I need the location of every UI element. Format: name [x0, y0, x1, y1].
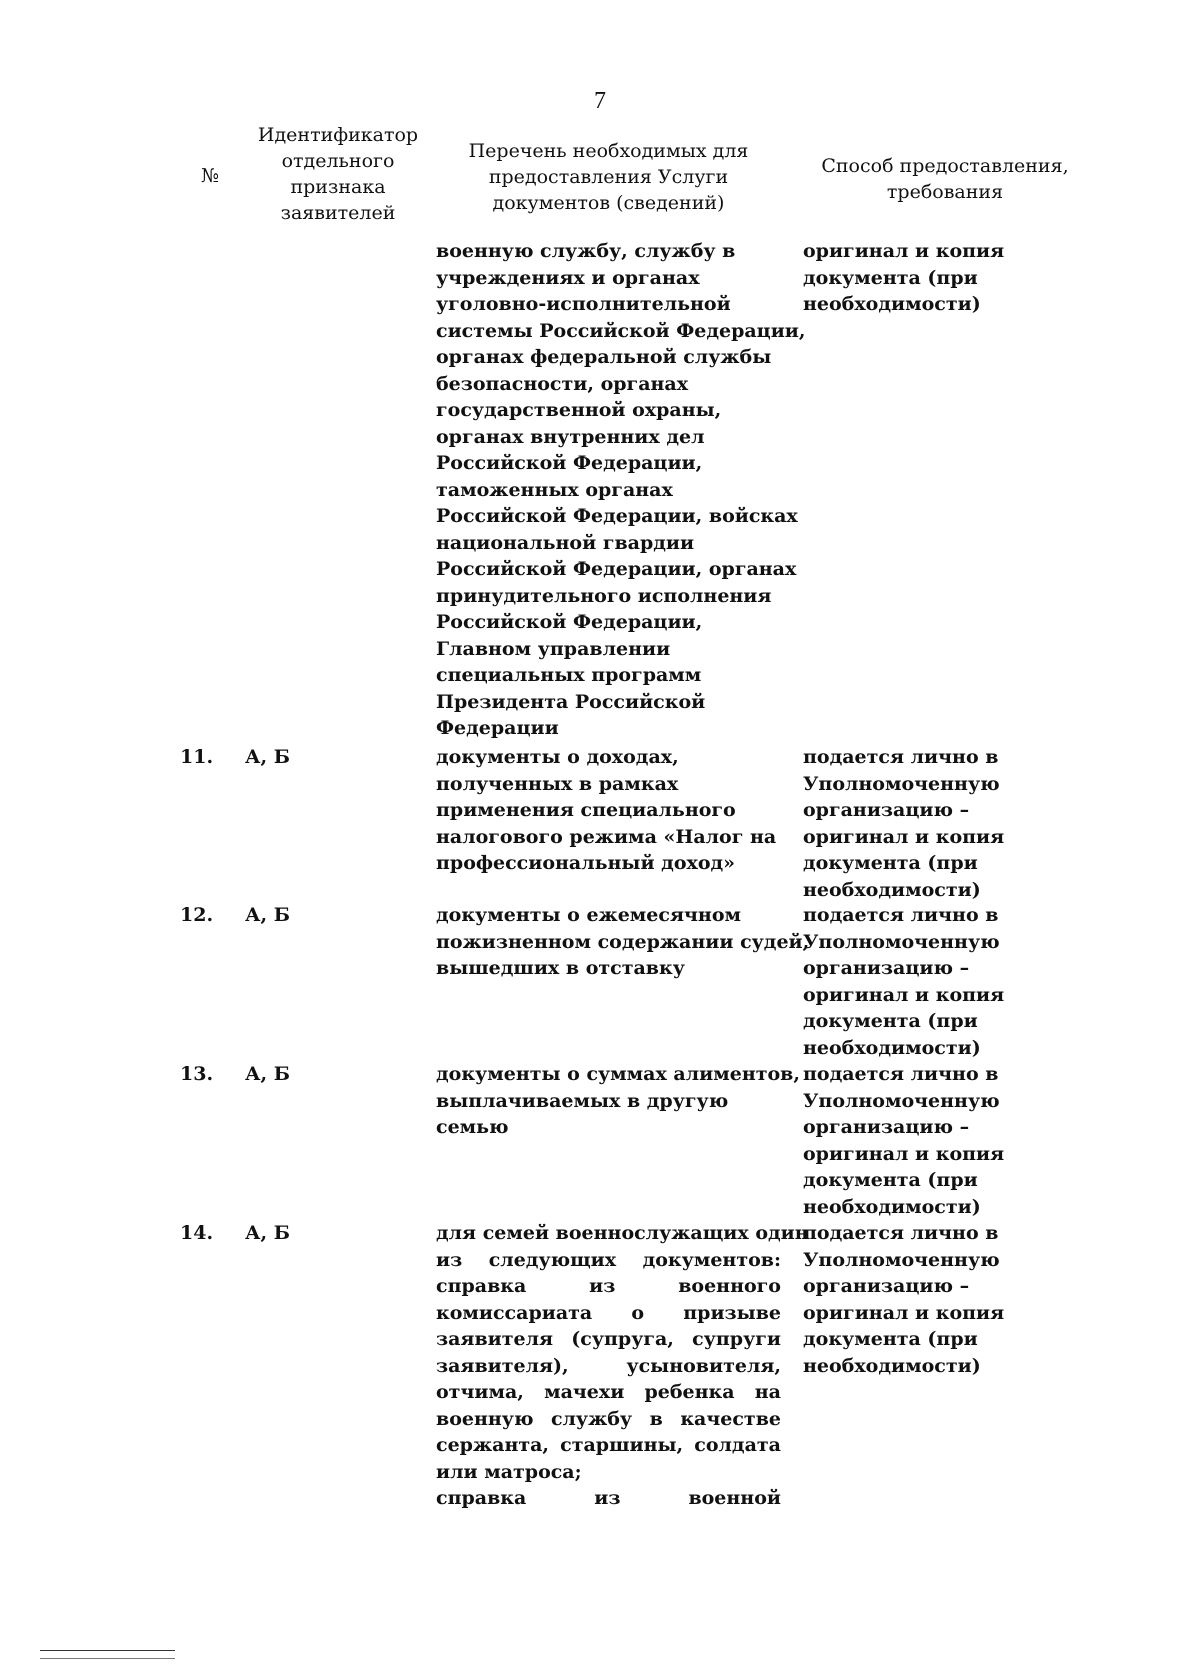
word: справка [436, 1487, 527, 1509]
doc-line [436, 1432, 781, 1459]
doc-line [436, 1273, 781, 1300]
row-documents-cell [436, 1061, 800, 1141]
doc-line: учреждениях и органах [436, 266, 700, 289]
doc-line: специальных программ [436, 664, 702, 686]
method-line: необходимости) [803, 1354, 981, 1377]
doc-line: Российской Федерации, войсках [436, 505, 798, 527]
doc-line: принудительного исполнения [436, 584, 772, 607]
word: мачехи [544, 1381, 625, 1403]
method-line: подается лично в [803, 746, 999, 768]
doc-line: военную службу, службу в [436, 240, 736, 262]
doc-line: Российской Федерации, органах [436, 558, 797, 580]
header-line: предоставления Услуги [488, 166, 729, 188]
doc-line: системы Российской Федерации, [436, 319, 806, 342]
doc-line: Российской Федерации, [436, 611, 703, 633]
doc-line: семью [436, 1116, 509, 1138]
row-number: 13. [180, 1063, 214, 1085]
word: солдата [694, 1434, 781, 1456]
row-identifier: А, Б [245, 904, 290, 926]
doc-line: уголовно-исполнительной [436, 293, 731, 315]
word: в [649, 1407, 663, 1430]
doc-line: документы о ежемесячном [436, 904, 741, 926]
doc-line: налогового режима «Налог на [436, 825, 777, 848]
method-line: оригинал и копия [803, 1142, 1005, 1165]
word: военной [688, 1487, 781, 1509]
doc-line: полученных в рамках [436, 772, 679, 795]
doc-line: безопасности, органах [436, 372, 689, 395]
method-line: Уполномоченную [803, 1248, 1000, 1271]
doc-line: документы о доходах, [436, 746, 679, 768]
row-method-cell [803, 902, 1093, 1061]
doc-line: Российской Федерации, [436, 452, 703, 474]
doc-line: пожизненном содержании судей, [436, 930, 810, 953]
doc-line [436, 1353, 781, 1380]
word: военную [436, 1407, 534, 1430]
word: отчима, [436, 1381, 524, 1403]
header-method-column [790, 153, 1100, 205]
header-number-column: № [201, 165, 219, 187]
doc-line [436, 1300, 781, 1327]
header-line: требования [886, 181, 1004, 203]
doc-line [436, 1326, 781, 1353]
method-line: оригинал и копия [803, 825, 1005, 848]
doc-line: Федерации [436, 717, 559, 739]
method-line: оригинал и копия [803, 1301, 1005, 1324]
method-line: оригинал и копия [803, 240, 1005, 262]
doc-line: профессиональный доход» [436, 852, 736, 874]
word: старшины, [560, 1434, 684, 1456]
method-line: документа (при [803, 1328, 978, 1350]
doc-line [436, 1379, 781, 1406]
row-method-cell [803, 744, 1093, 903]
doc-line: применения специального [436, 799, 736, 821]
row-number: 12. [180, 904, 214, 926]
method-line: организацию – [803, 1116, 970, 1138]
word: комиссариата [436, 1301, 593, 1324]
header-line: признака [290, 176, 386, 198]
method-line: оригинал и копия [803, 983, 1005, 1006]
doc-line [436, 1247, 781, 1274]
continuation-documents-cell [436, 238, 806, 742]
row-documents-cell [436, 744, 781, 877]
row-number: 14. [180, 1222, 214, 1244]
method-line: необходимости) [803, 1195, 981, 1218]
header-line: Способ предоставления, [821, 155, 1069, 177]
row-method-cell [803, 1061, 1093, 1220]
word: из [436, 1248, 463, 1271]
footer-rule [40, 1658, 175, 1659]
word: службу [550, 1407, 633, 1430]
doc-line: таможенных органах [436, 478, 673, 501]
word: заявителя [436, 1328, 554, 1350]
doc-line: или матроса; [436, 1460, 582, 1483]
method-line: необходимости) [803, 878, 981, 901]
word: на [754, 1381, 781, 1403]
word: заявителя), [436, 1354, 569, 1377]
method-line: Уполномоченную [803, 930, 1000, 953]
row-method-cell [803, 1220, 1093, 1379]
word: (супруга, [571, 1328, 674, 1350]
doc-line: вышедших в отставку [436, 957, 685, 979]
row-documents-cell [436, 902, 810, 982]
word: из [594, 1487, 621, 1509]
doc-line [436, 1406, 781, 1433]
doc-line: органах внутренних дел [436, 425, 705, 448]
continuation-method-cell [803, 238, 1093, 318]
method-line: Уполномоченную [803, 772, 1000, 795]
doc-line: органах федеральной службы [436, 346, 772, 368]
method-line: документа (при [803, 1010, 978, 1032]
header-documents-column [436, 138, 781, 216]
word: сержанта, [436, 1434, 550, 1456]
header-line: документов (сведений) [492, 192, 725, 214]
method-line: документа (при [803, 852, 978, 874]
row-number: 11. [180, 746, 214, 768]
word: о [631, 1301, 645, 1324]
word: ребенка [644, 1381, 735, 1403]
header-line: Идентификатор [257, 124, 419, 146]
word: усыновителя, [626, 1354, 781, 1377]
word: из [589, 1275, 616, 1297]
doc-line: выплачиваемых в другую [436, 1089, 729, 1112]
doc-line: Президента Российской [436, 690, 706, 713]
method-line: необходимости) [803, 1036, 981, 1059]
word: справка [436, 1275, 527, 1297]
doc-line: документы о суммах алиментов, [436, 1063, 800, 1085]
doc-line: государственной охраны, [436, 399, 722, 421]
word: документов: [642, 1248, 781, 1271]
doc-line: Главном управлении [436, 637, 671, 660]
method-line: организацию – [803, 1275, 970, 1297]
header-line: заявителей [280, 202, 396, 224]
doc-line [436, 1485, 781, 1512]
method-line: документа (при [803, 1169, 978, 1191]
method-line: подается лично в [803, 1222, 999, 1244]
row-identifier: А, Б [245, 1063, 290, 1085]
header-line: Перечень необходимых для [468, 140, 749, 162]
method-line: организацию – [803, 799, 970, 821]
doc-line: национальной гвардии [436, 531, 695, 554]
method-line: необходимости) [803, 293, 981, 315]
method-line: Уполномоченную [803, 1089, 1000, 1112]
header-line: отдельного [281, 150, 395, 172]
header-identifier-column [238, 122, 438, 226]
footer-rule [40, 1650, 175, 1651]
word: следующих [488, 1248, 617, 1271]
row-documents-cell [436, 1220, 809, 1512]
word: военного [678, 1275, 781, 1297]
word: призыве [683, 1301, 781, 1324]
method-line: документа (при [803, 266, 978, 289]
doc-line: для семей военнослужащих один [436, 1222, 809, 1244]
row-identifier: А, Б [245, 1222, 290, 1244]
method-line: подается лично в [803, 904, 999, 926]
word: супруги [692, 1328, 781, 1350]
page-number: 7 [594, 88, 606, 114]
method-line: организацию – [803, 957, 970, 979]
method-line: подается лично в [803, 1063, 999, 1085]
row-identifier: А, Б [245, 746, 290, 768]
word: качестве [680, 1407, 781, 1430]
